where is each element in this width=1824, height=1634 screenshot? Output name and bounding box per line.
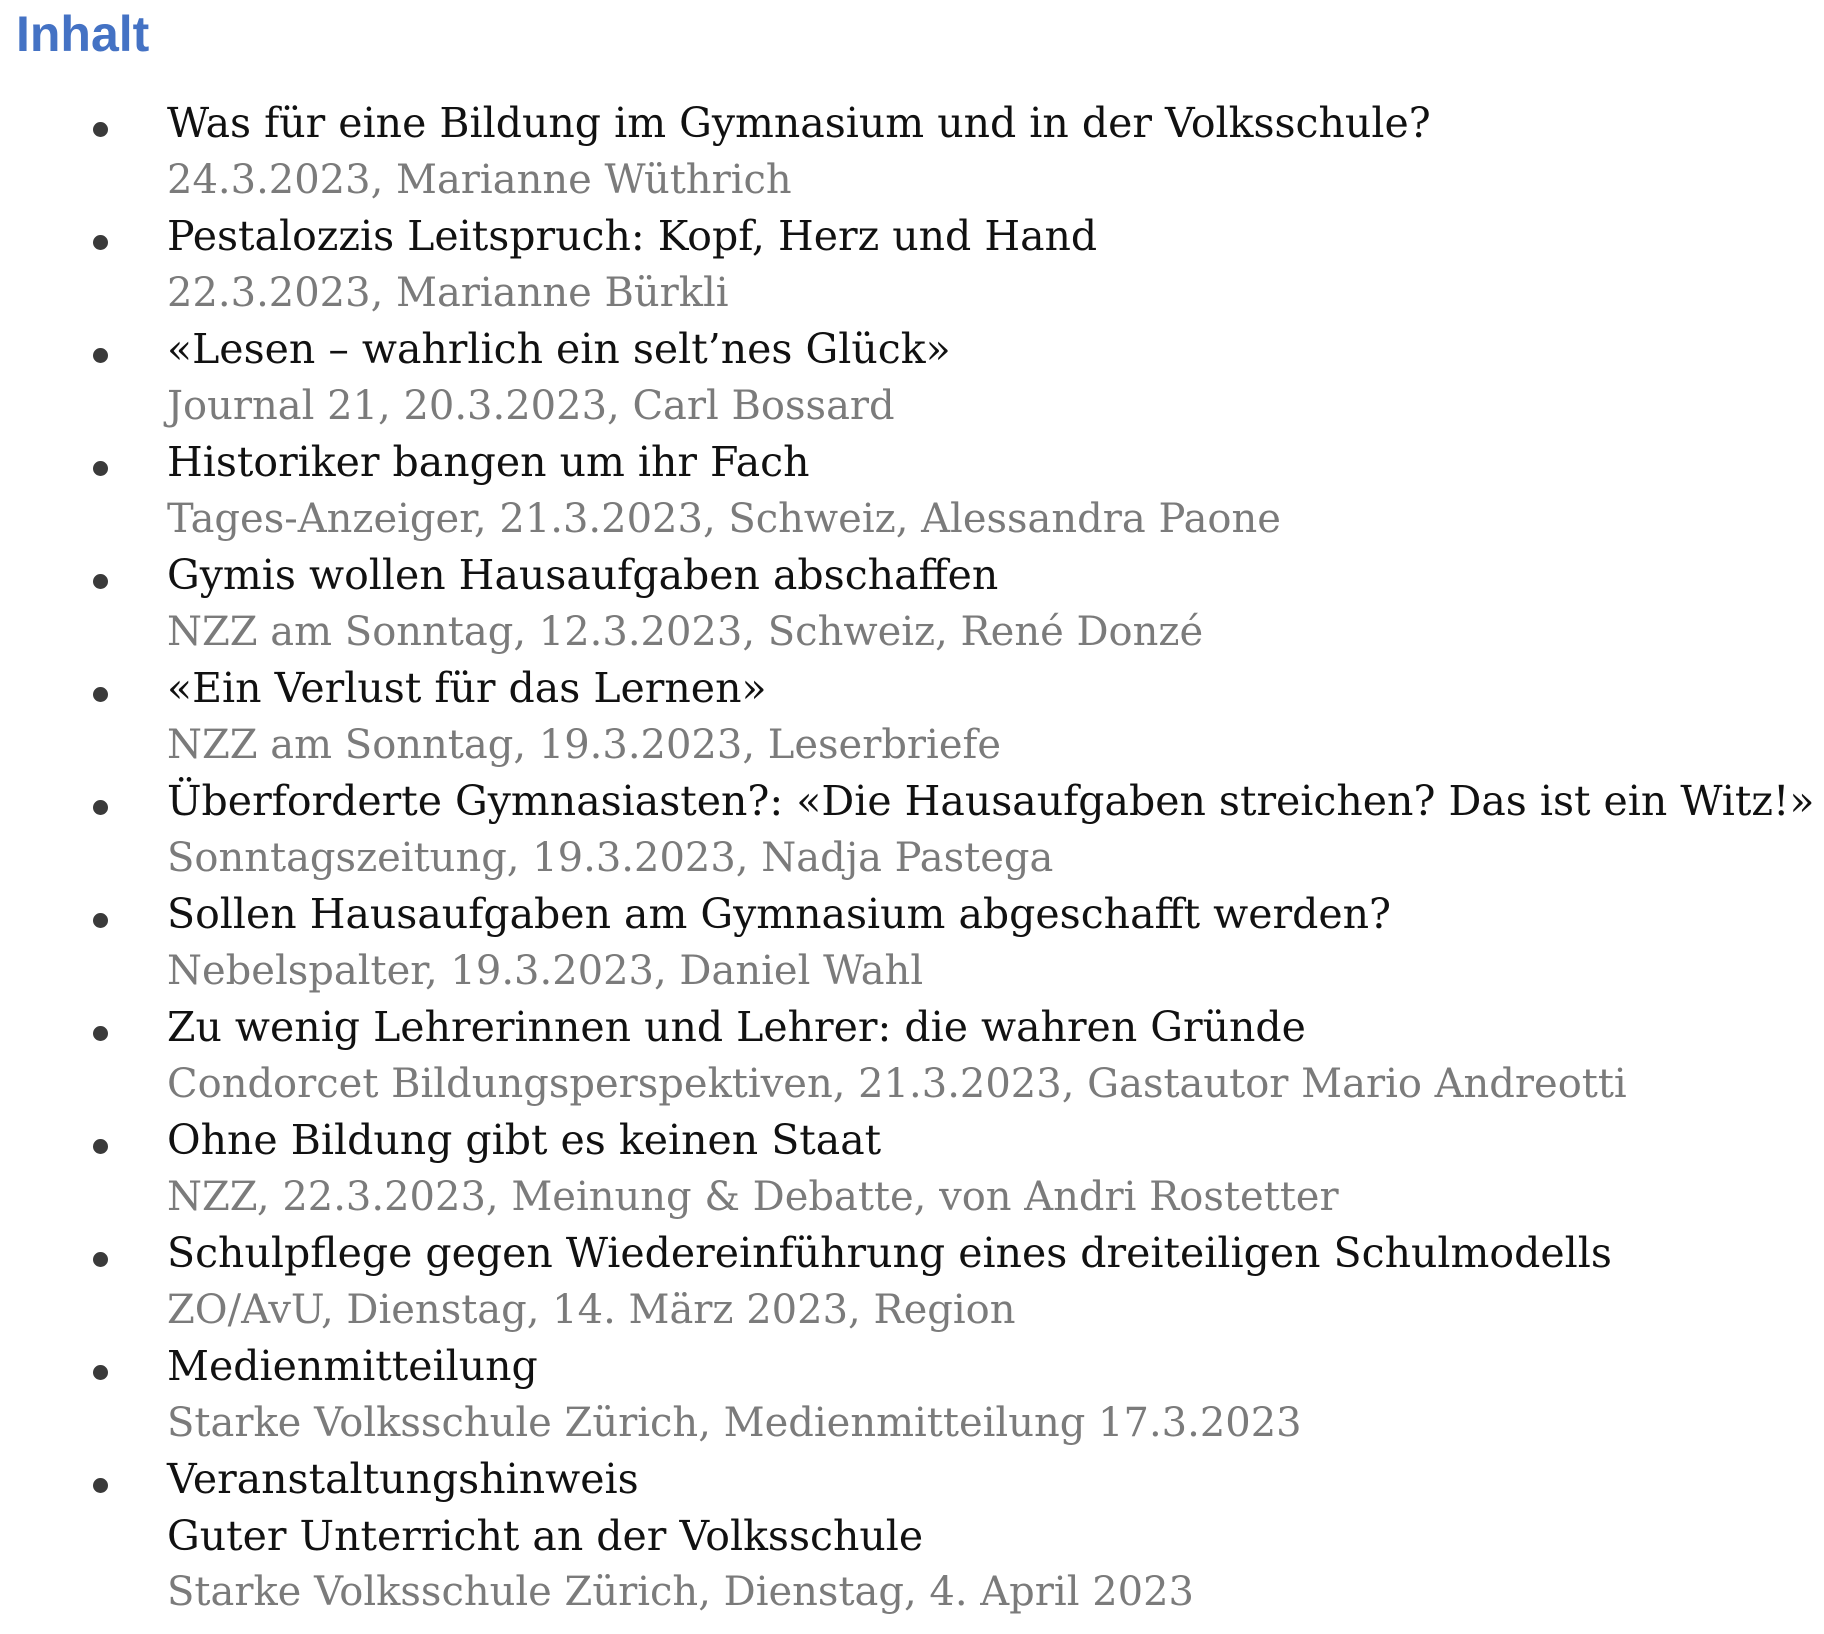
entry-source: NZZ am Sonntag, 12.3.2023, Schweiz, René Donzé [167, 608, 1204, 655]
toc-entry [0, 1225, 1824, 1338]
entry-source: Sonntagszeitung, 19.3.2023, Nadja Pastega [167, 834, 1054, 881]
bullet-icon [93, 913, 108, 928]
toc-entry [0, 660, 1824, 773]
entry-source: Starke Volksschule Zürich, Medienmitteilung 17.3.2023 [167, 1399, 1302, 1446]
toc-entry [0, 773, 1824, 886]
entry-title[interactable]: Medienmitteilung [167, 1342, 538, 1390]
entry-title[interactable]: Gymis wollen Hausaufgaben abschaffen [167, 551, 999, 599]
entry-title[interactable]: Veranstaltungshinweis [167, 1455, 639, 1503]
entry-title[interactable]: Zu wenig Lehrerinnen und Lehrer: die wahren Gründe [167, 1003, 1306, 1051]
entry-title[interactable]: «Lesen – wahrlich ein selt’nes Glück» [167, 325, 951, 373]
entry-title[interactable]: Was für eine Bildung im Gymnasium und in der Volksschule? [167, 99, 1431, 147]
entry-source: NZZ am Sonntag, 19.3.2023, Leserbriefe [167, 721, 1001, 768]
entry-source: 22.3.2023, Marianne Bürkli [167, 269, 729, 316]
entry-source: Condorcet Bildungsperspektiven, 21.3.2023, Gastautor Mario Andreotti [167, 1060, 1627, 1107]
entry-title[interactable]: «Ein Verlust für das Lernen» [167, 664, 767, 712]
toc-entry [0, 1112, 1824, 1225]
bullet-icon [93, 574, 108, 589]
toc-heading: Inhalt [16, 6, 150, 62]
toc-entry [0, 208, 1824, 321]
toc-entry [0, 1451, 1824, 1621]
entry-title[interactable]: Sollen Hausaufgaben am Gymnasium abgeschafft werden? [167, 890, 1392, 938]
toc-entry [0, 95, 1824, 208]
bullet-icon [93, 1365, 108, 1380]
entry-title[interactable]: Pestalozzis Leitspruch: Kopf, Herz und Hand [167, 212, 1098, 260]
toc-entry [0, 999, 1824, 1112]
entry-source: Nebelspalter, 19.3.2023, Daniel Wahl [167, 947, 924, 994]
bullet-icon [93, 461, 108, 476]
entry-subtitle[interactable]: Guter Unterricht an der Volksschule [167, 1511, 924, 1560]
bullet-icon [93, 1252, 108, 1267]
entry-title[interactable]: Schulpflege gegen Wiedereinführung eines dreiteiligen Schulmodells [167, 1229, 1612, 1277]
toc-entry [0, 434, 1824, 547]
bullet-icon [93, 348, 108, 363]
entry-source: Tages-Anzeiger, 21.3.2023, Schweiz, Alessandra Paone [167, 495, 1281, 542]
entry-source: ZO/AvU, Dienstag, 14. März 2023, Region [167, 1286, 1016, 1333]
toc-entry [0, 547, 1824, 660]
bullet-icon [93, 687, 108, 702]
bullet-icon [93, 1026, 108, 1041]
entry-title[interactable]: Historiker bangen um ihr Fach [167, 438, 810, 486]
bullet-icon [93, 800, 108, 815]
entry-source: 24.3.2023, Marianne Wüthrich [167, 156, 792, 203]
bullet-icon [93, 1139, 108, 1154]
entry-source: Starke Volksschule Zürich, Dienstag, 4. April 2023 [167, 1569, 1194, 1615]
entry-title[interactable]: Ohne Bildung gibt es keinen Staat [167, 1116, 882, 1164]
table-of-contents [0, 95, 1824, 1621]
toc-entry [0, 1338, 1824, 1451]
entry-title[interactable]: Überforderte Gymnasiasten?: «Die Hausaufgaben streichen? Das ist ein Witz!» [167, 777, 1815, 825]
bullet-icon [93, 235, 108, 250]
bullet-icon [93, 1478, 108, 1493]
bullet-icon [93, 122, 108, 137]
toc-entry [0, 886, 1824, 999]
entry-source: Journal 21, 20.3.2023, Carl Bossard [167, 382, 895, 429]
entry-source: NZZ, 22.3.2023, Meinung & Debatte, von Andri Rostetter [167, 1173, 1339, 1220]
toc-entry [0, 321, 1824, 434]
